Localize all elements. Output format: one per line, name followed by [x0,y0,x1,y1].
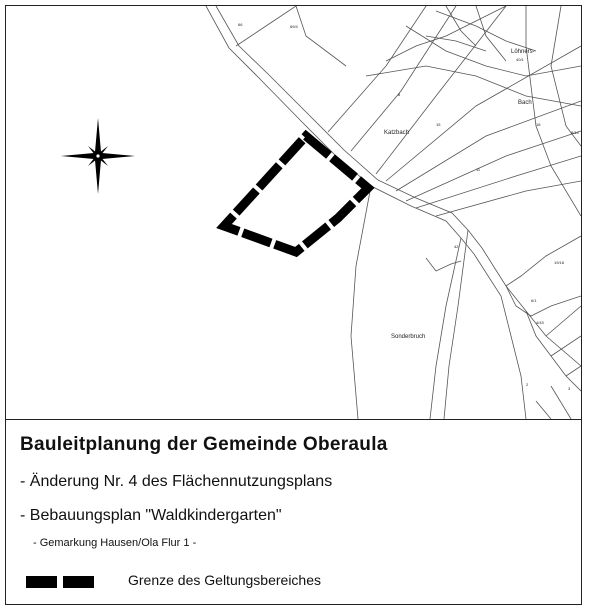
svg-text:3: 3 [568,386,571,391]
boundary-legend-label: Grenze des Geltungsbereiches [128,572,321,588]
svg-text:11: 11 [476,167,481,172]
label-bach: Bach [518,100,532,106]
svg-text:2: 2 [526,382,529,387]
boundary-swatch [63,576,94,588]
legend-panel [6,420,581,604]
svg-text:40/1: 40/1 [516,57,524,62]
svg-text:15: 15 [436,122,441,127]
svg-text:66: 66 [238,22,243,27]
map-canvas [6,6,581,419]
north-arrow-icon [61,118,135,194]
svg-text:19/18: 19/18 [554,260,565,265]
legend-item-gemarkung: - Gemarkung Hausen/Ola Flur 1 - [33,537,197,549]
road-south-west [430,238,461,419]
svg-text:8/14: 8/14 [571,130,579,135]
cadastral-map [6,6,581,419]
boundary-swatch [26,576,57,588]
legend-item-fnp: - Änderung Nr. 4 des Flächennutzungsplans [20,473,333,490]
road-south-east [444,230,468,419]
svg-text:4/43: 4/43 [536,320,544,325]
plan-area-boundary [224,136,368,252]
svg-text:69/4: 69/4 [290,24,298,29]
svg-text:18: 18 [536,122,541,127]
label-katzbach: Katzbach [384,130,410,136]
label-loehners: Löhners- [511,49,535,55]
svg-text:8: 8 [398,92,401,97]
plan-title: Bauleitplanung der Gemeinde Oberaula [20,434,388,455]
plan-frame [5,5,582,605]
label-sonderbruch: Sonderbruch [391,334,426,340]
svg-text:42: 42 [454,244,459,249]
svg-text:6/1: 6/1 [531,298,537,303]
legend-item-bebauungsplan: - Bebauungsplan "Waldkindergarten" [20,507,282,524]
